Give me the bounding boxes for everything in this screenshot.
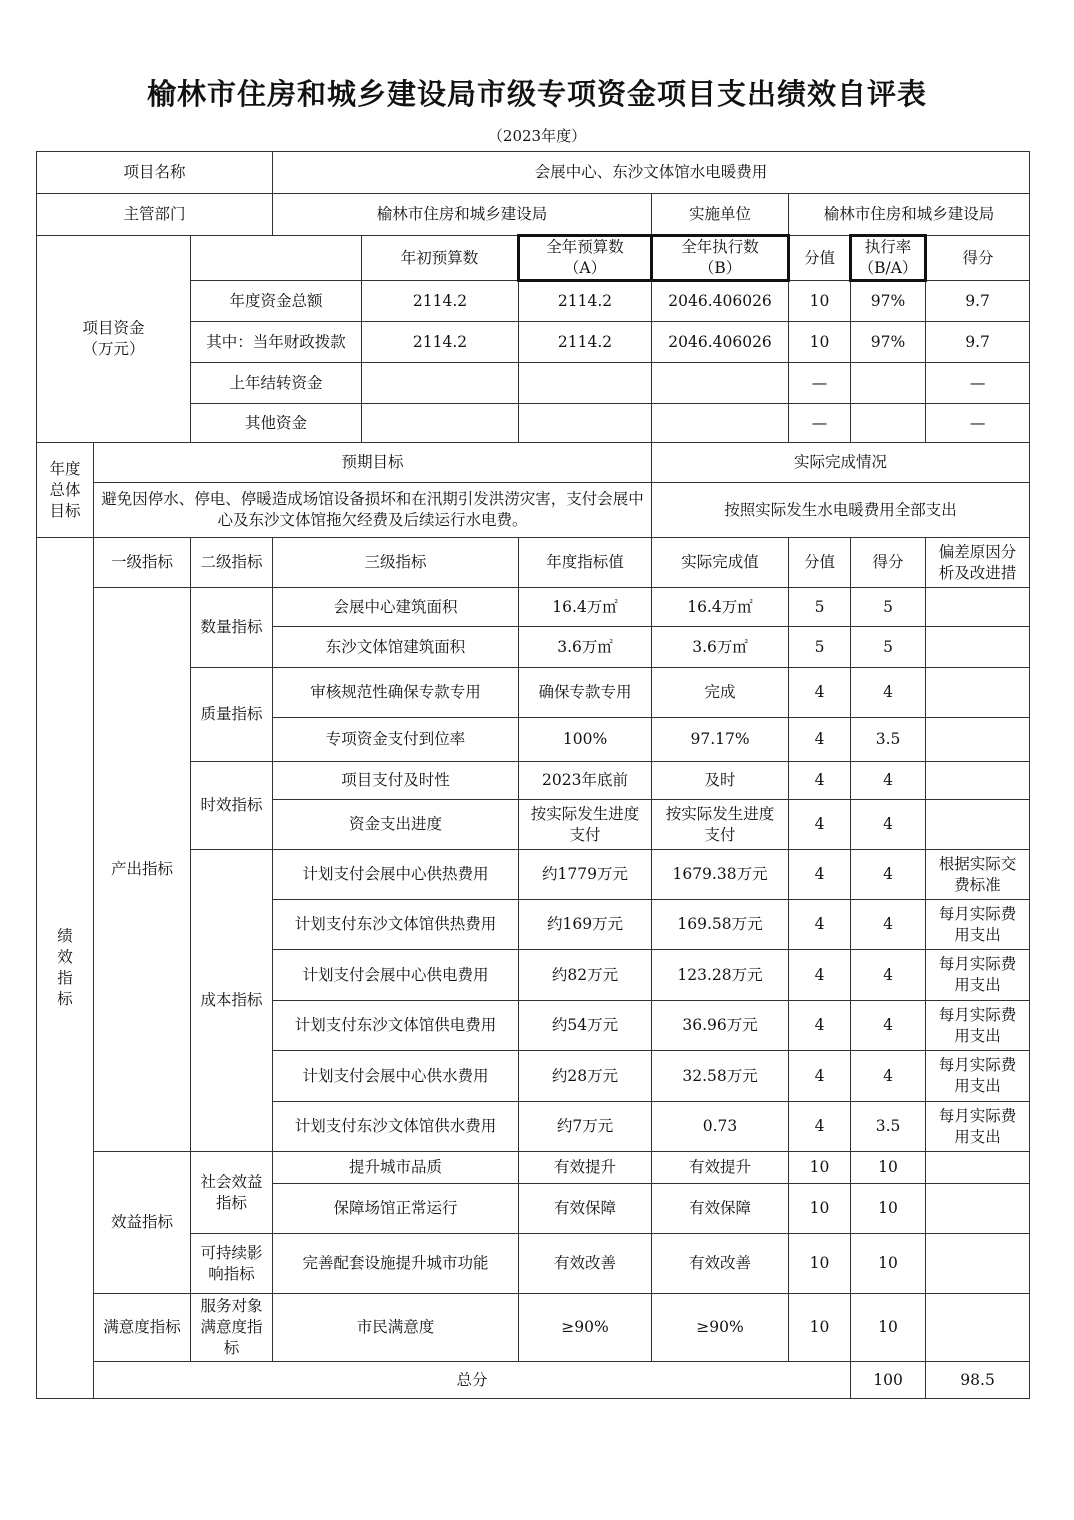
indicator-note <box>926 1184 1030 1234</box>
indicator-score: 4 <box>851 850 926 900</box>
indicator-actual: 97.17% <box>652 718 789 762</box>
indicator-note <box>926 800 1030 850</box>
evaluation-table <box>36 151 1030 1399</box>
funds-executed: 2046.406026 <box>652 281 789 322</box>
page-subtitle: （2023年度） <box>487 127 587 145</box>
indicator-score: 10 <box>851 1152 926 1184</box>
funds-row-label: 其中：当年财政拨款 <box>191 322 362 363</box>
indicator-name: 计划支付东沙文体馆供电费用 <box>273 1001 519 1051</box>
indicator-note <box>926 762 1030 800</box>
indicator-actual: 36.96万元 <box>652 1001 789 1051</box>
indicator-score: 10 <box>851 1234 926 1294</box>
funds-score: — <box>926 404 1030 443</box>
indicator-score: 4 <box>851 900 926 950</box>
level2-quantity: 数量指标 <box>191 588 273 668</box>
header-weight: 分值 <box>789 538 851 588</box>
indicator-actual: 3.6万㎡ <box>652 627 789 668</box>
indicator-note <box>926 718 1030 762</box>
department-label: 主管部门 <box>37 194 273 236</box>
funds-header-blank <box>191 236 362 281</box>
indicator-target: 16.4万㎡ <box>519 588 652 627</box>
indicator-weight: 4 <box>789 1102 851 1152</box>
indicator-target: 约82万元 <box>519 950 652 1001</box>
indicator-name: 项目支付及时性 <box>273 762 519 800</box>
indicator-score: 3.5 <box>851 718 926 762</box>
level2-time: 时效指标 <box>191 762 273 850</box>
actual-completion-header: 实际完成情况 <box>652 443 1030 483</box>
indicator-actual: 按实际发生进度 支付 <box>652 800 789 850</box>
indicator-row <box>37 588 1030 627</box>
indicator-target: 100% <box>519 718 652 762</box>
funds-score: 9.7 <box>926 322 1030 363</box>
indicator-target: 确保专款专用 <box>519 668 652 718</box>
indicator-weight: 4 <box>789 900 851 950</box>
indicator-target: 2023年底前 <box>519 762 652 800</box>
indicators-section-label: 绩 效 指 标 <box>37 538 94 1399</box>
indicator-actual: 完成 <box>652 668 789 718</box>
indicator-score: 3.5 <box>851 1102 926 1152</box>
indicator-row <box>37 1152 1030 1184</box>
header-annual-executed: 全年执行数 （B） <box>652 236 789 281</box>
indicator-note <box>926 1294 1030 1362</box>
project-name-label: 项目名称 <box>37 152 273 194</box>
level1-output: 产出指标 <box>94 588 191 1152</box>
indicator-weight: 4 <box>789 718 851 762</box>
indicator-target: 3.6万㎡ <box>519 627 652 668</box>
level1-satisfaction: 满意度指标 <box>94 1294 191 1362</box>
funds-initial <box>362 404 519 443</box>
indicator-score: 4 <box>851 762 926 800</box>
indicator-note <box>926 668 1030 718</box>
indicator-name: 审核规范性确保专款专用 <box>273 668 519 718</box>
indicator-name: 资金支出进度 <box>273 800 519 850</box>
indicator-name: 会展中心建筑面积 <box>273 588 519 627</box>
indicator-weight: 4 <box>789 1001 851 1051</box>
funds-rate: 97% <box>851 281 926 322</box>
page-title: 榆林市住房和城乡建设局市级专项资金项目支出绩效自评表 <box>146 77 927 111</box>
funds-annual: 2114.2 <box>519 281 652 322</box>
indicator-score: 4 <box>851 950 926 1001</box>
indicator-weight: 4 <box>789 800 851 850</box>
funds-rate: 97% <box>851 322 926 363</box>
indicator-note: 每月实际费 用支出 <box>926 1102 1030 1152</box>
indicator-name: 市民满意度 <box>273 1294 519 1362</box>
indicator-note <box>926 627 1030 668</box>
header-level2: 二级指标 <box>191 538 273 588</box>
indicator-target: 有效提升 <box>519 1152 652 1184</box>
indicator-name: 计划支付会展中心供电费用 <box>273 950 519 1001</box>
level2-service: 服务对象 满意度指 标 <box>191 1294 273 1362</box>
indicator-name: 计划支付东沙文体馆供热费用 <box>273 900 519 950</box>
indicator-actual: 169.58万元 <box>652 900 789 950</box>
header-annual-budget: 全年预算数 （A） <box>519 236 652 281</box>
header-initial-budget: 年初预算数 <box>362 236 519 281</box>
total-label: 总分 <box>94 1362 851 1399</box>
indicator-actual: 有效改善 <box>652 1234 789 1294</box>
header-actual: 实际完成值 <box>652 538 789 588</box>
funds-initial: 2114.2 <box>362 322 519 363</box>
funds-row-label: 其他资金 <box>191 404 362 443</box>
indicator-score: 10 <box>851 1294 926 1362</box>
indicator-actual: 123.28万元 <box>652 950 789 1001</box>
funds-annual: 2114.2 <box>519 322 652 363</box>
expected-goal-header: 预期目标 <box>94 443 652 483</box>
indicator-actual: ≥90% <box>652 1294 789 1362</box>
funds-weight: — <box>789 363 851 404</box>
level2-social: 社会效益 指标 <box>191 1152 273 1234</box>
indicator-score: 4 <box>851 1051 926 1102</box>
funds-initial: 2114.2 <box>362 281 519 322</box>
project-name-row <box>37 152 1030 194</box>
actual-completion-text: 按照实际发生水电暖费用全部支出 <box>652 483 1030 538</box>
indicator-weight: 5 <box>789 627 851 668</box>
indicator-target: 约1779万元 <box>519 850 652 900</box>
indicator-note: 每月实际费 用支出 <box>926 900 1030 950</box>
indicator-weight: 4 <box>789 950 851 1001</box>
indicator-target: 有效改善 <box>519 1234 652 1294</box>
indicator-target: 约54万元 <box>519 1001 652 1051</box>
funds-weight: 10 <box>789 322 851 363</box>
indicator-name: 东沙文体馆建筑面积 <box>273 627 519 668</box>
impl-unit-value: 榆林市住房和城乡建设局 <box>789 194 1030 236</box>
indicators-header-row <box>37 538 1030 588</box>
indicator-weight: 10 <box>789 1152 851 1184</box>
indicator-note <box>926 1152 1030 1184</box>
indicator-target: 有效保障 <box>519 1184 652 1234</box>
funds-weight: — <box>789 404 851 443</box>
funds-section-label: 项目资金 （万元） <box>37 236 191 443</box>
header-weight: 分值 <box>789 236 851 281</box>
funds-executed: 2046.406026 <box>652 322 789 363</box>
funds-row-label: 年度资金总额 <box>191 281 362 322</box>
funds-score: — <box>926 363 1030 404</box>
department-value: 榆林市住房和城乡建设局 <box>273 194 652 236</box>
level2-sustain: 可持续影 响指标 <box>191 1234 273 1294</box>
indicator-note: 每月实际费 用支出 <box>926 950 1030 1001</box>
indicator-actual: 有效保障 <box>652 1184 789 1234</box>
goals-header-row <box>37 443 1030 483</box>
funds-initial <box>362 363 519 404</box>
level1-benefit: 效益指标 <box>94 1152 191 1294</box>
level2-quality: 质量指标 <box>191 668 273 762</box>
header-score: 得分 <box>926 236 1030 281</box>
indicator-target: 约28万元 <box>519 1051 652 1102</box>
indicator-weight: 10 <box>789 1294 851 1362</box>
funds-annual <box>519 363 652 404</box>
indicator-score: 5 <box>851 627 926 668</box>
expected-goal-text: 避免因停水、停电、停暖造成场馆设备损坏和在汛期引发洪涝灾害，支付会展中心及东沙文体馆拖欠经费及后续运行水电费。 <box>94 483 652 538</box>
indicator-actual: 16.4万㎡ <box>652 588 789 627</box>
indicator-actual: 及时 <box>652 762 789 800</box>
indicator-weight: 4 <box>789 762 851 800</box>
indicator-target: 按实际发生进度 支付 <box>519 800 652 850</box>
header-score: 得分 <box>851 538 926 588</box>
indicator-actual: 0.73 <box>652 1102 789 1152</box>
indicator-score: 4 <box>851 1001 926 1051</box>
indicator-name: 提升城市品质 <box>273 1152 519 1184</box>
total-row <box>37 1362 1030 1399</box>
indicator-score: 4 <box>851 668 926 718</box>
indicator-target: 约7万元 <box>519 1102 652 1152</box>
total-weight: 100 <box>851 1362 926 1399</box>
total-score: 98.5 <box>926 1362 1030 1399</box>
indicator-note: 每月实际费 用支出 <box>926 1001 1030 1051</box>
funds-rate <box>851 363 926 404</box>
indicator-name: 完善配套设施提升城市功能 <box>273 1234 519 1294</box>
indicator-score: 5 <box>851 588 926 627</box>
funds-rate <box>851 404 926 443</box>
header-level3: 三级指标 <box>273 538 519 588</box>
header-target: 年度指标值 <box>519 538 652 588</box>
funds-row-label: 上年结转资金 <box>191 363 362 404</box>
indicator-name: 计划支付会展中心供热费用 <box>273 850 519 900</box>
indicator-note: 每月实际费 用支出 <box>926 1051 1030 1102</box>
indicator-score: 4 <box>851 800 926 850</box>
indicator-score: 10 <box>851 1184 926 1234</box>
indicator-weight: 4 <box>789 850 851 900</box>
indicator-note <box>926 588 1030 627</box>
header-exec-rate: 执行率 （B/A） <box>851 236 926 281</box>
funds-executed <box>652 363 789 404</box>
funds-weight: 10 <box>789 281 851 322</box>
indicator-target: 约169万元 <box>519 900 652 950</box>
funds-header-row <box>37 236 1030 281</box>
indicator-weight: 5 <box>789 588 851 627</box>
indicator-name: 计划支付会展中心供水费用 <box>273 1051 519 1102</box>
header-level1: 一级指标 <box>94 538 191 588</box>
indicator-name: 计划支付东沙文体馆供水费用 <box>273 1102 519 1152</box>
indicator-target: ≥90% <box>519 1294 652 1362</box>
indicator-name: 保障场馆正常运行 <box>273 1184 519 1234</box>
funds-score: 9.7 <box>926 281 1030 322</box>
header-note: 偏差原因分 析及改进措 <box>926 538 1030 588</box>
indicator-actual: 32.58万元 <box>652 1051 789 1102</box>
indicator-weight: 4 <box>789 668 851 718</box>
funds-executed <box>652 404 789 443</box>
indicator-name: 专项资金支付到位率 <box>273 718 519 762</box>
project-name-value: 会展中心、东沙文体馆水电暖费用 <box>273 152 1030 194</box>
indicator-actual: 有效提升 <box>652 1152 789 1184</box>
funds-annual <box>519 404 652 443</box>
indicator-row <box>37 1294 1030 1362</box>
indicator-note: 根据实际交 费标准 <box>926 850 1030 900</box>
indicator-actual: 1679.38万元 <box>652 850 789 900</box>
department-row <box>37 194 1030 236</box>
indicator-weight: 10 <box>789 1184 851 1234</box>
impl-unit-label: 实施单位 <box>652 194 789 236</box>
indicator-weight: 4 <box>789 1051 851 1102</box>
goals-section-label: 年度 总体 目标 <box>37 443 94 538</box>
goals-content-row <box>37 483 1030 538</box>
indicator-weight: 10 <box>789 1234 851 1294</box>
indicator-note <box>926 1234 1030 1294</box>
level2-cost: 成本指标 <box>191 850 273 1152</box>
